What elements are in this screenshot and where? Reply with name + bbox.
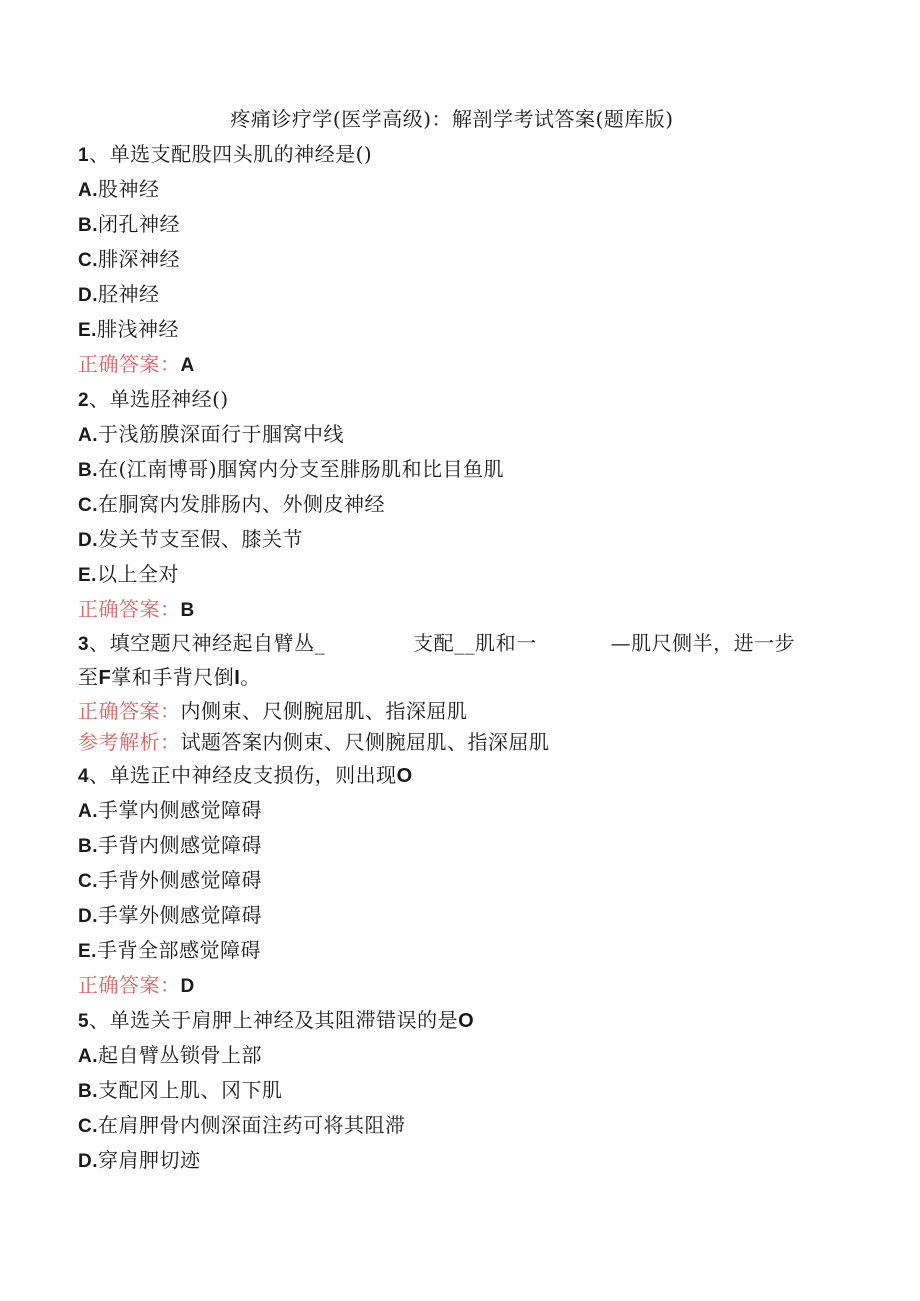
question-number: 1 (78, 145, 90, 166)
question-4-answer (78, 970, 195, 1002)
analysis-label: 参考解析： (78, 730, 181, 754)
question-number: 2 (78, 390, 90, 411)
question-3-analysis (78, 727, 550, 757)
question-2-option-b: B.在(江南博哥)腘窝内分支至腓肠肌和比目鱼肌 (78, 457, 505, 481)
question-text: 、单选正中神经皮支损伤，则出现 (89, 763, 397, 787)
question-4-stem: 4、单选正中神经皮支损伤，则出现O (78, 763, 413, 787)
question-5-option-b: B.支配冈上肌、冈下肌 (78, 1078, 283, 1102)
answer-label: 正确答案： (78, 699, 181, 723)
question-2-option-d: D.发关节支至假、膝关节 (78, 527, 303, 551)
answer-label: 正确答案： (78, 352, 181, 376)
question-number: 4 (78, 766, 90, 787)
question-2-answer (78, 594, 195, 626)
question-3-answer (78, 696, 468, 726)
question-number: 5 (78, 1011, 90, 1032)
question-4-option-e: E.手背全部感觉障碍 (78, 938, 261, 962)
question-text-part: 支配__肌和一 (413, 631, 537, 655)
question-1-option-d: D.胫神经 (78, 282, 160, 306)
question-4-option-d: D.手掌外侧感觉障碍 (78, 903, 262, 927)
question-5-option-a: A.起自臂丛锁骨上部 (78, 1043, 262, 1067)
question-4-option-b: B.手背内侧感觉障碍 (78, 833, 262, 857)
question-1-stem (78, 139, 372, 171)
question-number: 3 (78, 634, 90, 655)
question-1-option-c: C.腓深神经 (78, 247, 180, 271)
question-3-stem (78, 628, 795, 660)
question-1-option-e: E.腓浅神经 (78, 317, 179, 341)
question-text: 、单选胫神经() (89, 387, 229, 411)
question-5-option-d: D.穿肩胛切迹 (78, 1148, 201, 1172)
question-1-option-b: B.闭孔神经 (78, 212, 180, 236)
question-2-option-e: E.以上全对 (78, 562, 179, 586)
question-text: 、填空题尺神经起自臂丛_ (89, 631, 326, 655)
question-5-option-c: C.在肩胛骨内侧深面注药可将其阻滞 (78, 1113, 406, 1137)
answer-value: 内侧束、尺侧腕屈肌、指深屈肌 (180, 699, 468, 723)
question-2-stem (78, 384, 229, 416)
answer-value: A (180, 355, 195, 376)
question-4-option-c: C.手背外侧感觉障碍 (78, 868, 262, 892)
question-1-option-a: A.股神经 (78, 177, 160, 201)
question-text-part: —肌尺侧半，进一步 (610, 631, 796, 655)
question-4-option-a: A.手掌内侧感觉障碍 (78, 798, 262, 822)
answer-label: 正确答案： (78, 973, 181, 997)
question-5-stem: 5、单选关于肩胛上神经及其阻滞错误的是O (78, 1008, 475, 1032)
document-title: 疼痛诊疗学(医学高级)：解剖学考试答案(题库版) (230, 107, 674, 131)
question-text: 、单选关于肩胛上神经及其阻滞错误的是 (89, 1008, 459, 1032)
answer-value: B (180, 600, 195, 621)
question-text: 、单选支配股四头肌的神经是() (89, 142, 373, 166)
question-1-answer (78, 349, 195, 381)
analysis-text: 试题答案内侧束、尺侧腕屈肌、指深屈肌 (180, 730, 550, 754)
question-2-option-a: A.于浅筋膜深面行于腘窝中线 (78, 422, 344, 446)
answer-label: 正确答案： (78, 597, 181, 621)
answer-value: D (180, 976, 195, 997)
question-2-option-c: C.在胴窝内发腓肠内、外侧皮神经 (78, 492, 385, 516)
question-3-stem-line-2: 至F掌和手背尺倒I。 (78, 665, 261, 689)
